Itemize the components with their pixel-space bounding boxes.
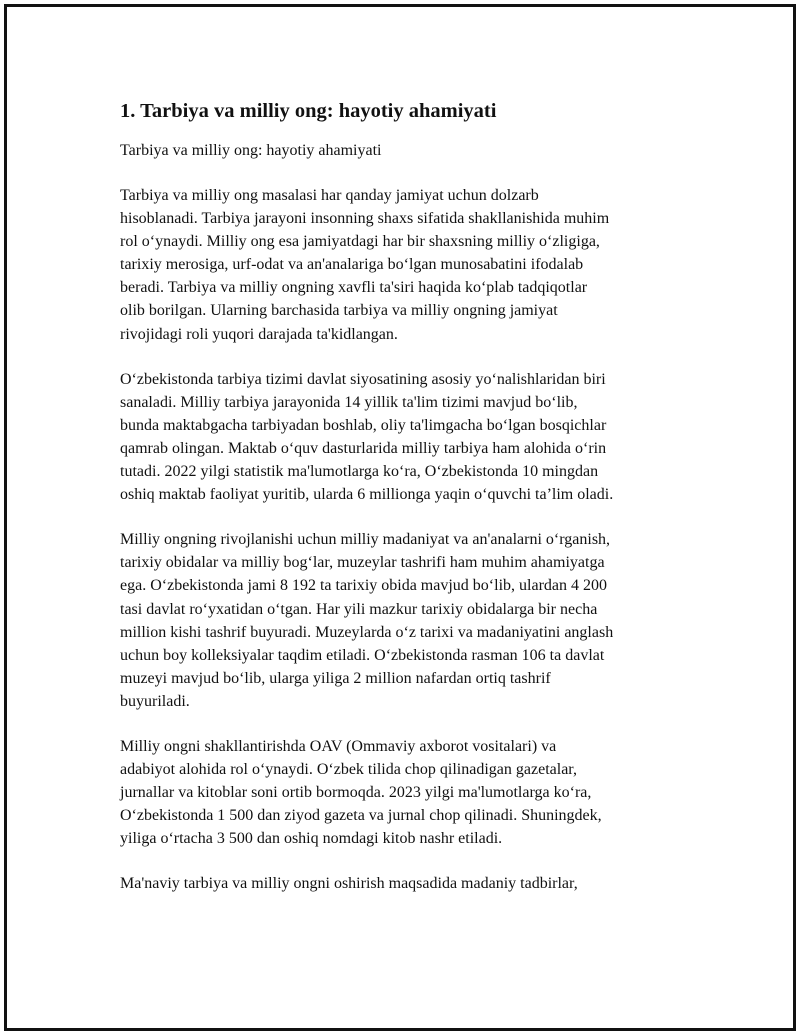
text-line: ega. O‘zbekistonda jami 8 192 ta tarixiy obida mavjud bo‘lib, ulardan 4 200 [120, 577, 607, 595]
document-content [120, 97, 700, 918]
text-line: buyuriladi. [120, 692, 190, 710]
text-line: million kishi tashrif buyuradi. Muzeylarda o‘z tarixi va madaniyatini anglash [120, 623, 614, 641]
text-line: uchun boy kolleksiyalar taqdim etiladi. O‘zbekistonda rasman 106 ta davlat [120, 646, 605, 664]
document-page [4, 4, 796, 1031]
text-line: rol o‘ynaydi. Milliy ong esa jamiyatdagi har bir shaxsning milliy o‘zligiga, [120, 233, 600, 251]
text-line: Ma'naviy tarbiya va milliy ongni oshirish maqsadida madaniy tadbirlar, [120, 875, 578, 893]
text-line: sanaladi. Milliy tarbiya jarayonida 14 yillik ta'lim tizimi mavjud bo‘lib, [120, 393, 578, 411]
text-line: tutadi. 2022 yilgi statistik ma'lumotlarga ko‘ra, O‘zbekistonda 10 mingdan [120, 463, 599, 481]
text-line: hisoblanadi. Tarbiya jarayoni insonning shaxs sifatida shakllanishida muhim [120, 210, 610, 228]
text-line: yiliga o‘rtacha 3 500 dan oshiq nomdagi kitob nashr etiladi. [120, 830, 503, 848]
paragraph-4 [120, 735, 700, 850]
paragraph-2 [120, 368, 700, 507]
text-line: Milliy ongni shakllantirishda OAV (Ommaviy axborot vositalari) va [120, 737, 557, 755]
section-heading: 1. Tarbiya va milliy ong: hayotiy ahamiyati [120, 100, 497, 122]
text-line: oshiq maktab faoliyat yuritib, ularda 6 millionga yaqin o‘quvchi ta’lim oladi. [120, 486, 614, 504]
paragraph-3 [120, 528, 700, 713]
paragraph-5 [120, 872, 700, 895]
text-line: tarixiy merosiga, urf-odat va an'analariga bo‘lgan munosabatini ifodalab [120, 256, 584, 274]
text-line: qamrab olingan. Maktab o‘quv dasturlarida milliy tarbiya ham alohida o‘rin [120, 439, 607, 457]
text-line: bunda maktabgacha tarbiyadan boshlab, oliy ta'limgacha bo‘lgan bosqichlar [120, 416, 607, 434]
text-line: muzeyi mavjud bo‘lib, ularga yiliga 2 million nafardan ortiq tashrif [120, 669, 551, 687]
text-line: O‘zbekistonda 1 500 dan ziyod gazeta va jurnal chop qilinadi. Shuningdek, [120, 807, 602, 825]
text-line: O‘zbekistonda tarbiya tizimi davlat siyosatining asosiy yo‘nalishlaridan biri [120, 370, 606, 388]
text-line: tarixiy obidalar va milliy bog‘lar, muzeylar tashrifi ham muhim ahamiyatga [120, 554, 605, 572]
text-line: beradi. Tarbiya va milliy ongning xavfli ta'siri haqida ko‘plab tadqiqotlar [120, 279, 588, 297]
section-subtitle: Tarbiya va milliy ong: hayotiy ahamiyati [120, 142, 382, 159]
text-line: jurnallar va kitoblar soni ortib bormoqda. 2023 yilgi ma'lumotlarga ko‘ra, [120, 784, 592, 802]
text-line: tasi davlat ro‘yxatidan o‘tgan. Har yili mazkur tarixiy obidalarga bir necha [120, 600, 598, 618]
text-line: Milliy ongning rivojlanishi uchun milliy madaniyat va an'analarni o‘rganish, [120, 531, 611, 549]
text-line: rivojidagi roli yuqori darajada ta'kidlangan. [120, 325, 398, 343]
paragraph-1 [120, 184, 700, 346]
text-line: Tarbiya va milliy ong masalasi har qanday jamiyat uchun dolzarb [120, 187, 539, 204]
text-line: olib borilgan. Ularning barchasida tarbiya va milliy ongning jamiyat [120, 302, 558, 320]
text-line: adabiyot alohida rol o‘ynaydi. O‘zbek tilida chop qilinadigan gazetalar, [120, 761, 577, 779]
